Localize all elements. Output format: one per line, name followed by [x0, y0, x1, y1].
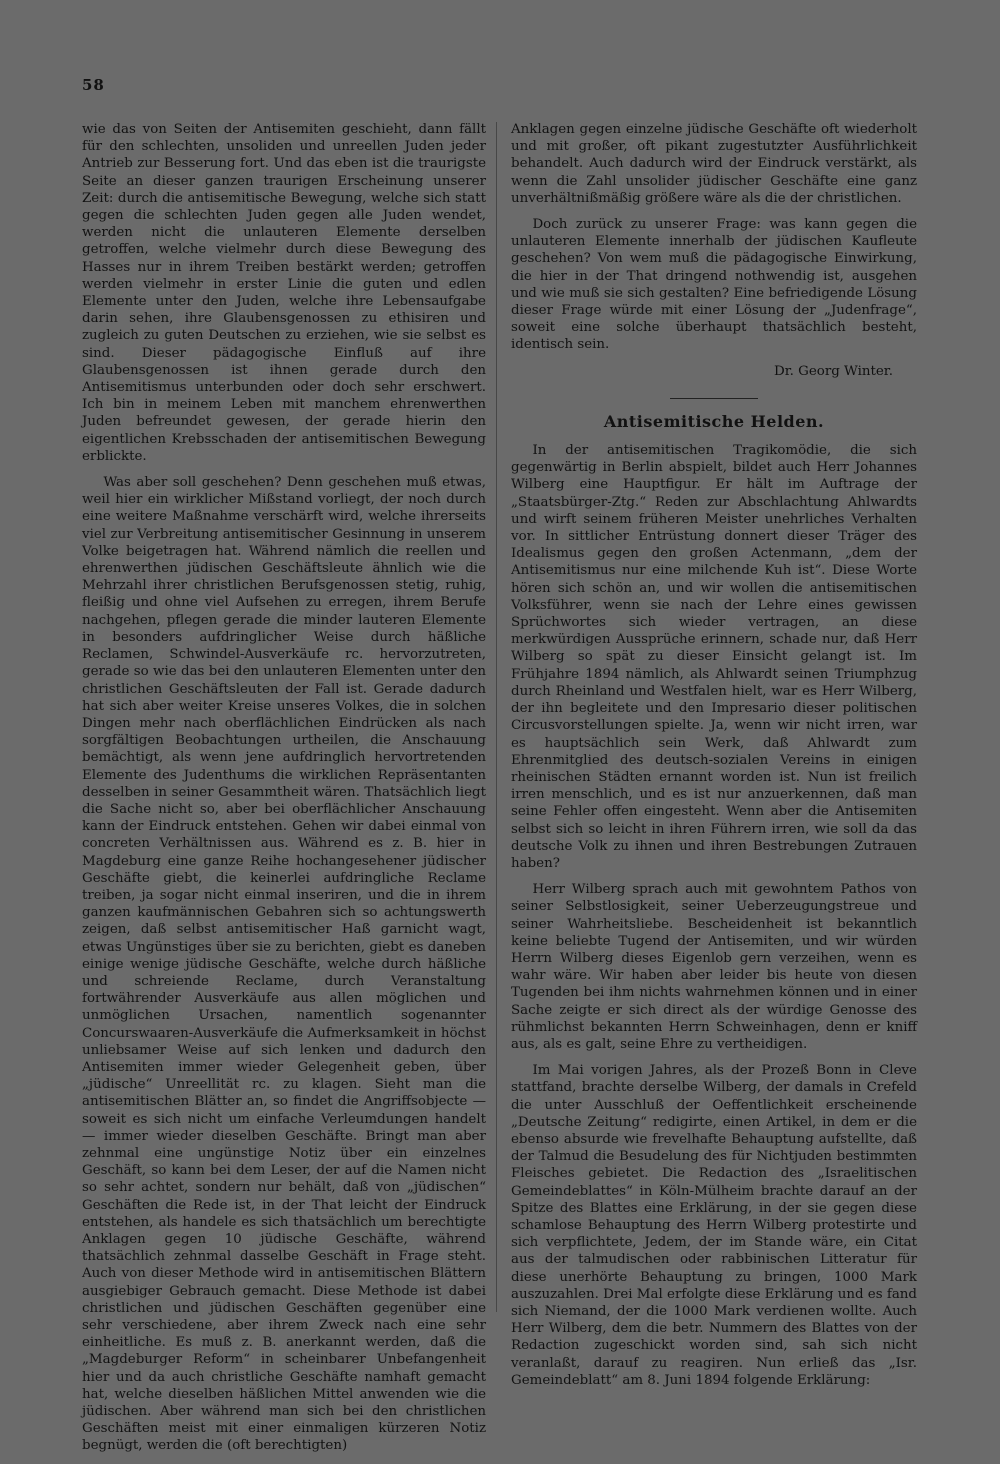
- left-column: [82, 121, 486, 1464]
- right-column: [511, 121, 917, 1398]
- right-paragraph-2: Doch zurück zu unserer Frage: was kann gegen die unlauteren Elemente innerhalb der jüdischen Kaufleute geschehen? Von wem muß die pädagogische Einwirkung, die hier in der That dringend nothwendig ist, ausgehen und wie muß sie sich gestalten? Eine befriedigende Lösung dieser Frage würde mit einer Lösung der „Judenfrage“, soweit eine solche überhaupt thatsächlich besteht, identisch sein.: [511, 217, 917, 353]
- section-separator: [670, 398, 758, 399]
- article-paragraph-1: In der antisemitischen Tragikomödie, die sich gegenwärtig in Berlin abspielt, bildet auch Herr Johannes Wilberg eine Hauptfigur. Er hält im Auftrage der „Staatsbürger-Ztg.“ Reden zur Abschlachtung Ahlwardts und wirft seinem früheren Meister unehrliches Verhalten vor. In sittlicher Entrüstung donnert dieser Träger des Idealismus gegen den großen Actenmann, „dem der Antisemitismus nur eine milchende Kuh ist“. Diese Worte hören sich schön an, und wir wollen die antisemitischen Volksführer, wenn sie nach der Lehre eines gewissen Sprüchwortes sich wieder vertragen, an diese merkwürdigen Aussprüche erinnern, schade nur, daß Herr Wilberg so spät zu dieser Einsicht gelangt ist. Im Frühjahre 1894 nämlich, als Ahlwardt seinen Triumphzug durch Rheinland und Westfalen hielt, war es Herr Wilberg, der ihn begleitete und den Impresario dieser politischen Circusvorstellungen spielte. Ja, wenn wir nicht irren, war es hauptsächlich sein Werk, daß Ahlwardt zum Ehrenmitglied des deutsch-sozialen Vereins in einigen rheinischen Städten ernannt worden ist. Nun ist freilich irren menschlich, und es ist nur anzuerkennen, daß man seine Fehler offen eingesteht. Wenn aber die Antisemiten selbst sich so leicht in ihren Führern irren, wie soll da das deutsche Volk zu ihnen und ihren Bestrebungen Zutrauen haben?: [511, 443, 917, 871]
- article-paragraph-2: Herr Wilberg sprach auch mit gewohntem Pathos von seiner Selbstlosigkeit, seiner Ueberzeugungstreue und seiner Wahrheitsliebe. Bescheidenheit ist bekanntlich keine beliebte Tugend der Antisemiten, und wir würden Herrn Wilberg dieses Eigenlob gern verzeihen, wenn es wahr wäre. Wir haben aber leider bis heute von diesen Tugenden bei ihm nichts wahrnehmen können und in einer Sache zeigte er sich direct als der würdige Genosse des rühmlichst bekannten Herrn Schweinhagen, denn er kniff aus, als es galt, seine Ehre zu vertheidigen.: [511, 882, 917, 1052]
- article-paragraph-3: Im Mai vorigen Jahres, als der Prozeß Bonn in Cleve stattfand, brachte derselbe Wilberg, der damals in Crefeld die unter Ausschluß der Oeffentlichkeit erscheinende „Deutsche Zeitung“ redigirte, einen Artikel, in dem er die ebenso absurde wie frevelhafte Behauptung aufstellte, daß der Talmud die Besudelung des für Nichtjuden bestimmten Fleisches gebietet. Die Redaction des „Israelitischen Gemeindeblattes“ in Köln-Mülheim brachte darauf an der Spitze des Blattes eine Erklärung, in der sie gegen diese schamlose Behauptung des Herrn Wilberg protestirte und sich verpflichtete, Jedem, der im Stande wäre, ein Citat aus der talmudischen oder rabbinischen Litteratur für diese unerhörte Behauptung zu bringen, 1000 Mark auszuzahlen. Drei Mal erfolgte diese Erklärung und es fand sich Niemand, der die 1000 Mark verdienen wollte. Auch Herr Wilberg, dem die betr. Nummern des Blattes von der Redaction zugeschickt worden sind, sah sich nicht veranlaßt, darauf zu reagiren. Nun erließ das „Isr. Gemeindeblatt“ am 8. Juni 1894 folgende Erklärung:: [511, 1063, 917, 1388]
- author-signature: Dr. Georg Winter.: [773, 363, 893, 379]
- page-number: 58: [82, 76, 105, 94]
- left-paragraph-2: Was aber soll geschehen? Denn geschehen muß etwas, weil hier ein wirklicher Mißstand vorliegt, der noch durch eine weitere Maßnahme verschärft wird, welche ihrerseits viel zur Verbreitung antisemitischer Gesinnung in unserem Volke beigetragen hat. Während nämlich die reellen und ehrenwerthen jüdischen Geschäftsleute ähnlich wie die Mehrzahl ihrer christlichen Berufsgenossen stetig, ruhig, fleißig und ohne viel Aufsehen zu erregen, ihrem Berufe nachgehen, pflegen gerade die minder lauteren Elemente in besonders aufdringlicher Weise durch häßliche Reclamen, Schwindel-Ausverkäufe rc. hervorzutreten, gerade so wie das bei den unlauteren Elementen unter den christlichen Geschäftsleuten der Fall ist. Gerade dadurch hat sich aber weiter Kreise unseres Volkes, die in solchen Dingen mehr nach oberflächlichen Eindrücken als nach sorgfältigen Beobachtungen urtheilen, die Anschauung bemächtigt, als wenn jene aufdringlich hervortretenden Elemente des Judenthums die wirklichen Repräsentanten desselben in seiner Gesammtheit wären. Thatsächlich liegt die Sache nicht so, aber bei oberflächlicher Anschauung kann der Eindruck entstehen. Gehen wir dabei einmal von concreten Verhältnissen aus. Während es z. B. hier in Magdeburg eine ganze Reihe hochangesehener jüdischer Geschäfte giebt, die keinerlei aufdringliche Reclame treiben, ja sogar nicht einmal inseriren, und die in ihrem ganzen kaufmännischen Gebahren sich so achtungswerth zeigen, daß selbst antisemitischer Haß garnicht wagt, etwas Ungünstiges über sie zu berichten, giebt es daneben einige wenige jüdische Geschäfte, welche durch häßliche und schreiende Reclame, durch Veranstaltung fortwährender Ausverkäufe aus allen möglichen und unmöglichen Ursachen, namentlich sogenannter Concurswaaren-Ausverkäufe die Aufmerksamkeit in höchst unliebsamer Weise auf sich lenken und dadurch den Antisemiten immer wieder Gelegenheit geben, über „jüdische“ Unreellität rc. zu klagen. Sieht man die antisemitischen Blätter an, so findet die Angriffsobjecte — soweit es sich nicht um einfache Verleumdungen handelt — immer wieder dieselben Geschäfte. Bringt man aber zehnmal eine ungünstige Notiz über ein einzelnes Geschäft, so kann bei dem Leser, der auf die Namen nicht so sehr achtet, sondern nur behält, daß von „jüdischen“ Geschäften die Rede ist, in der That leicht der Eindruck entstehen, als handele es sich thatsächlich um berechtigte Anklagen gegen 10 jüdische Geschäfte, während thatsächlich zehnmal dasselbe Geschäft in Frage steht. Auch von dieser Methode wird in antisemitischen Blättern ausgiebiger Gebrauch gemacht. Diese Methode ist dabei christlichen und jüdischen Geschäften gegenüber eine sehr verschiedene, aber ihrem Zweck nach eine sehr einheitliche. Es muß z. B. anerkannt werden, daß die „Magdeburger Reform“ in scheinbarer Unbefangenheit hier und da auch christliche Geschäfte namhaft gemacht hat, welche dieselben häßlichen Mittel anwenden wie die jüdischen. Aber während man sich bei den christlichen Geschäften meist mit einer einmaligen kürzeren Notiz begnügt, werden die (oft berechtigten): [82, 475, 486, 1454]
- left-paragraph-1: wie das von Seiten der Antisemiten geschieht, dann fällt für den schlechten, unsoliden und unreellen Juden jeder Antrieb zur Besserung fort. Und das eben ist die traurigste Seite an dieser ganzen traurigen Erscheinung unserer Zeit: durch die antisemitische Bewegung, welche sich statt gegen die schlechten Juden gegen alle Juden wendet, werden nicht die unlauteren Elemente derselben getroffen, welche vielmehr durch diese Bewegung des Hasses nur in ihrem Treiben bestärkt werden; getroffen werden vielmehr in erster Linie die guten und edlen Elemente unter den Juden, welche ihre Lebensaufgabe darin sehen, ihre Glaubensgenossen zu ethisiren und zugleich zu guten Deutschen zu erziehen, wie sie selbst es sind. Dieser pädagogische Einfluß auf ihre Glaubensgenossen ist ihnen gerade durch den Antisemitismus unterbunden oder doch sehr erschwert. Ich bin in meinem Leben mit manchem ehrenwerthen Juden befreundet gewesen, der gerade hierin den eigentlichen Krebsschaden der antisemitischen Bewegung erblickte.: [82, 122, 486, 464]
- article-heading: Antisemitische Helden.: [603, 411, 825, 431]
- column-divider: [496, 122, 497, 1312]
- right-paragraph-1: Anklagen gegen einzelne jüdische Geschäfte oft wiederholt und mit großer, oft pikant zugestutzter Ausführlichkeit behandelt. Auch dadurch wird der Eindruck verstärkt, als wenn die Zahl unsolider jüdischer Geschäfte eine ganz unverhältnißmäßig größere wäre als die der christlichen.: [511, 122, 917, 206]
